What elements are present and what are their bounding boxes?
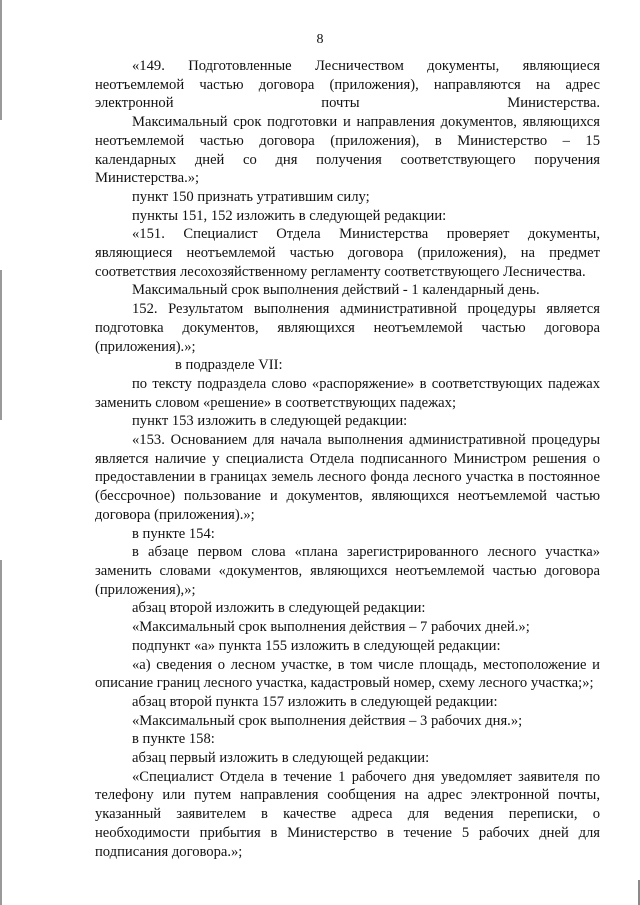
paragraph: абзац первый изложить в следующей редакции: bbox=[132, 750, 430, 767]
page-number: 8 bbox=[316, 32, 324, 47]
paragraph: абзац второй изложить в следующей редакции: bbox=[132, 600, 426, 617]
paragraph: «Специалист Отдела в течение 1 рабочего дня уведомляет заявителя по телефону или путем направления сообщения на адрес электронной почты, указанный заявителем в качестве адреса для ведения переписки, о необходимости прибытия в Министерство в течение 5 рабочих дней для подписания договора.»; bbox=[95, 768, 600, 860]
paragraph: абзац второй пункта 157 изложить в следующей редакции: bbox=[132, 693, 498, 710]
paragraph: подпункт «а» пункта 155 изложить в следующей редакции: bbox=[132, 637, 501, 654]
paragraph: в пункте 158: bbox=[132, 731, 215, 748]
paragraph: в пункте 154: bbox=[132, 525, 215, 542]
paragraph: «151. Специалист Отдела Министерства проверяет документы, являющиеся неотъемлемой частью договора (приложения), на предмет соответствия лесохозяйственному регламенту соответствующего Лесничества. bbox=[95, 226, 600, 280]
paragraph: «Максимальный срок выполнения действия – 7 рабочих дней.»; bbox=[132, 619, 530, 636]
paragraph: «153. Основанием для начала выполнения административной процедуры является наличие у специалиста Отдела подписанного Министром решения о предоставлении в границах земель лесного фонда лесного участка в постоянное (бессрочное) пользование и документов, являющихся неотъемлемой частью договора (приложения).»; bbox=[95, 432, 600, 523]
paragraph: в подразделе VII: bbox=[175, 357, 283, 374]
document-body bbox=[95, 57, 600, 861]
paragraph: «а) сведения о лесном участке, в том числе площадь, местоположение и описание границ лесного участка, кадастровый номер, схему лесного участка;»; bbox=[95, 656, 600, 692]
paragraph: пункт 153 изложить в следующей редакции: bbox=[132, 413, 408, 430]
paragraph: «149. Подготовленные Лесничеством документы, являющиеся неотъемлемой частью договора (приложения), направляются на адрес электронной почты Министерства. bbox=[95, 58, 600, 112]
paragraph: Максимальный срок подготовки и направления документов, являющихся неотъемлемой частью договора (приложения), в Министерство – 15 календарных дней со дня получения соответствующего поручения Министерства.»; bbox=[95, 114, 600, 187]
paragraph: Максимальный срок выполнения действий - 1 календарный день. bbox=[132, 282, 540, 299]
paragraph: «Максимальный срок выполнения действия – 3 рабочих дня.»; bbox=[132, 712, 523, 729]
paragraph: в абзаце первом слова «плана зарегистрированного лесного участка» заменить словами «документов, являющихся неотъемлемой частью договора (приложения),»; bbox=[95, 544, 600, 598]
paragraph: 152. Результатом выполнения административной процедуры является подготовка документов, являющихся неотъемлемой частью договора (приложения).»; bbox=[95, 301, 600, 355]
paragraph: по тексту подраздела слово «распоряжение» в соответствующих падежах заменить словом «решение» в соответствующих падежах; bbox=[95, 375, 600, 411]
paragraph: пункт 150 признать утратившим силу; bbox=[132, 188, 370, 205]
paragraph: пункты 151, 152 изложить в следующей редакции: bbox=[132, 207, 447, 224]
